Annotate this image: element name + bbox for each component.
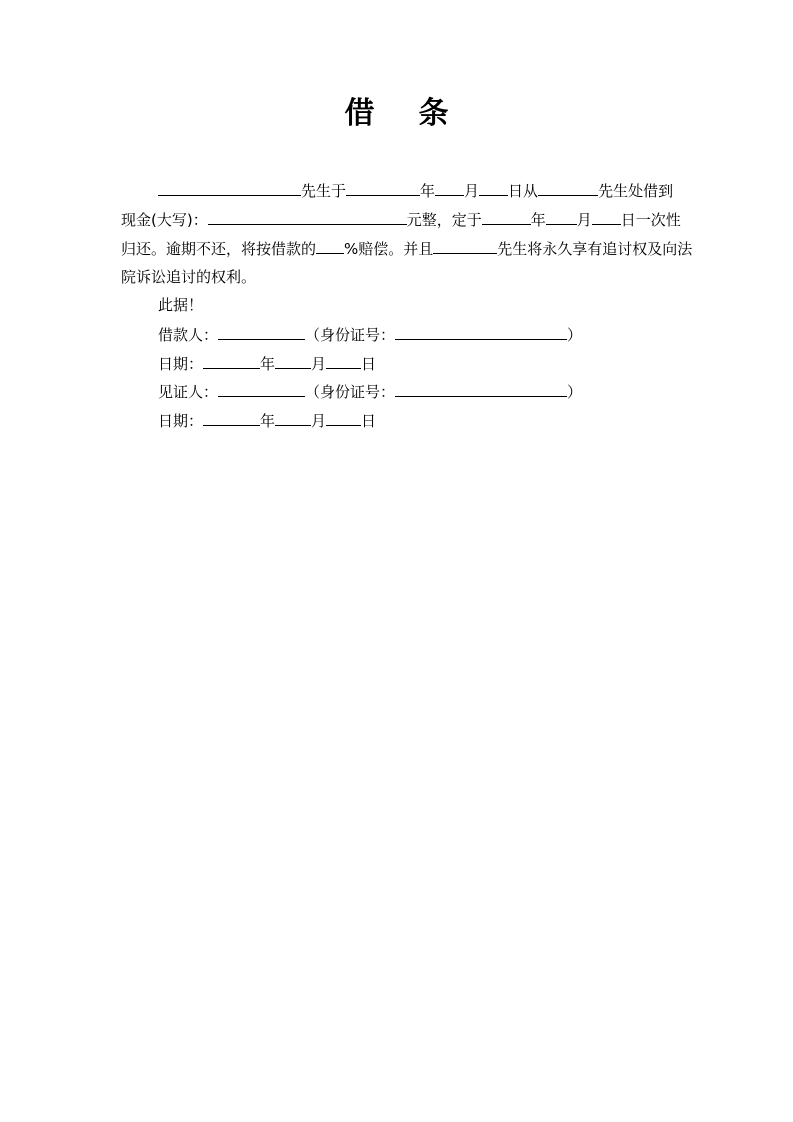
body-text: 先生将永久享有追讨权及向法 bbox=[497, 240, 693, 258]
witness-date-year-blank[interactable] bbox=[203, 410, 260, 426]
witness-date-day-blank[interactable] bbox=[326, 410, 361, 426]
title-char-2: 条 bbox=[418, 96, 449, 131]
body-text: 归还。逾期不还，将按借款的 bbox=[121, 240, 317, 258]
due-day-blank[interactable] bbox=[592, 209, 621, 225]
year-text: 年 bbox=[260, 355, 276, 373]
body-text: 年 bbox=[530, 211, 546, 229]
body-text: 先生处借到 bbox=[598, 182, 674, 200]
body-line-2 bbox=[121, 209, 681, 230]
due-month-blank[interactable] bbox=[546, 209, 577, 225]
body-text: 院诉讼追讨的权利。 bbox=[121, 268, 257, 286]
month-text: 月 bbox=[311, 412, 327, 430]
due-year-blank[interactable] bbox=[482, 209, 531, 225]
borrower-date-year-blank[interactable] bbox=[203, 353, 260, 369]
creditor-name-blank[interactable] bbox=[433, 238, 497, 254]
day-text: 日 bbox=[361, 355, 377, 373]
body-text: %赔偿。并且 bbox=[344, 240, 434, 258]
borrower-date-line bbox=[158, 353, 376, 374]
title-char-1: 借 bbox=[344, 96, 375, 131]
witness-id-blank[interactable] bbox=[395, 381, 567, 397]
id-label: （身份证号： bbox=[305, 326, 396, 344]
witness-date-line bbox=[158, 410, 376, 431]
day-blank[interactable] bbox=[479, 180, 508, 196]
body-line-3 bbox=[121, 238, 692, 259]
borrower-name-blank[interactable] bbox=[158, 180, 301, 196]
witness-line bbox=[158, 381, 582, 402]
month-text: 月 bbox=[311, 355, 327, 373]
month-blank[interactable] bbox=[435, 180, 464, 196]
body-text: 日从 bbox=[508, 182, 539, 200]
lender-name-blank[interactable] bbox=[538, 180, 598, 196]
body-text: 日一次性 bbox=[620, 211, 681, 229]
body-text: 元整，定于 bbox=[406, 211, 482, 229]
borrower-line bbox=[158, 324, 582, 345]
id-close: ） bbox=[567, 326, 583, 344]
penalty-percent-blank[interactable] bbox=[316, 238, 344, 254]
closing-text: 此据！ bbox=[158, 296, 204, 314]
body-text: 先生于 bbox=[301, 182, 347, 200]
borrower-date-month-blank[interactable] bbox=[275, 353, 311, 369]
body-text: 月 bbox=[464, 182, 480, 200]
amount-uppercase-blank[interactable] bbox=[208, 209, 407, 225]
day-text: 日 bbox=[361, 412, 377, 430]
witness-date-month-blank[interactable] bbox=[275, 410, 311, 426]
witness-label: 见证人： bbox=[158, 383, 219, 401]
document-title bbox=[0, 92, 793, 136]
body-text: 现金(大写)： bbox=[121, 211, 208, 229]
year-blank[interactable] bbox=[346, 180, 420, 196]
body-text: 年 bbox=[420, 182, 436, 200]
closing-line bbox=[158, 295, 203, 315]
id-close: ） bbox=[567, 383, 583, 401]
id-label: （身份证号： bbox=[305, 383, 396, 401]
body-line-4 bbox=[121, 267, 256, 287]
witness-signature-blank[interactable] bbox=[218, 381, 305, 397]
borrower-signature-blank[interactable] bbox=[218, 324, 305, 340]
date-label: 日期： bbox=[158, 355, 204, 373]
borrower-label: 借款人： bbox=[158, 326, 219, 344]
date-label: 日期： bbox=[158, 412, 204, 430]
borrower-id-blank[interactable] bbox=[395, 324, 567, 340]
borrower-date-day-blank[interactable] bbox=[326, 353, 361, 369]
body-text: 月 bbox=[576, 211, 592, 229]
year-text: 年 bbox=[260, 412, 276, 430]
body-line-1 bbox=[158, 180, 673, 201]
